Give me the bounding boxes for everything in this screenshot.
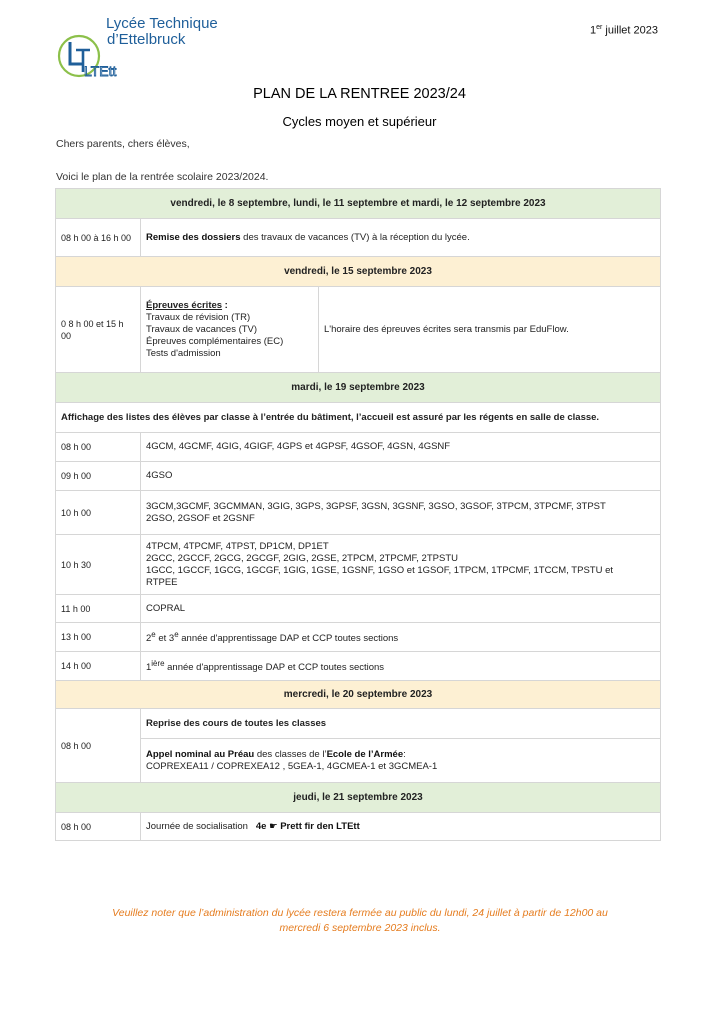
list-item: Épreuves complémentaires (EC): [146, 335, 284, 347]
table-row: [56, 287, 661, 373]
school-name-line1: Lycée Technique: [106, 15, 218, 32]
classes-cell: COPRAL: [141, 595, 661, 623]
table-row: [56, 623, 661, 652]
classes-line: 2GCC, 2GCCF, 2GCG, 2GCGF, 2GIG, 2GSE, 2TPCM, 2TPCMF, 2TPSTU: [146, 552, 458, 564]
table-row: [56, 595, 661, 623]
time-cell: 09 h 00: [56, 462, 141, 491]
event-bold: 4e ☛ Prett fir den LTEtt: [255, 820, 360, 832]
time-cell: 10 h 00: [56, 491, 141, 535]
event-bold: Remise des dossiers: [146, 231, 241, 243]
list-item: Travaux de révision (TR): [146, 311, 251, 323]
date-superscript: er: [596, 24, 603, 31]
classes-line: 1GCC, 1GCCF, 1GCG, 1GCGF, 1GIG, 1GSE, 1GSNF, 1GSO et 1GSOF, 1TPCM, 1TPCMF, 1TCCM, TPSTU et: [146, 564, 614, 576]
classes-cell: $1^{ière}$ année d'apprentissage DAP et CCP toutes sections: [141, 652, 661, 681]
day-header-label: mercredi, le 20 septembre 2023: [56, 681, 661, 709]
army-call: Appel nominal au Préau des classes de l’Ecole de l’Armée:: [146, 748, 406, 760]
day-header: [56, 257, 661, 287]
table-row: [56, 462, 661, 491]
notice-text: Affichage des listes des élèves par classe à l’entrée du bâtiment, l’accueil est assuré par les régents en salle de classe.: [56, 403, 661, 433]
exam-heading: [146, 300, 313, 312]
table-row: [56, 491, 661, 535]
time-cell: 08 h 00 à 16 h 00: [56, 219, 141, 257]
date-day: 1: [589, 24, 597, 37]
classes-line: 2GSO, 2GSOF et 2GSNF: [146, 512, 255, 524]
closure-notice: [70, 906, 650, 936]
classes-cell: 4GCM, 4GCMF, 4GIG, 4GIGF, 4GPS et 4GPSF, 4GSOF, 4GSN, 4GSNF: [141, 433, 661, 462]
page-title: PLAN DE LA RENTREE 2023/24: [253, 86, 466, 102]
intro-text: Voici le plan de la rentrée scolaire 2023/2024.: [56, 171, 269, 183]
exam-heading-label: Épreuves écrites: [146, 299, 223, 311]
day-header-label: jeudi, le 21 septembre 2023: [56, 783, 661, 813]
time-cell: 11 h 00: [56, 595, 141, 623]
table-row: [56, 219, 661, 257]
table-row: [56, 433, 661, 462]
notice-row: [56, 403, 661, 433]
greeting: Chers parents, chers élèves,: [56, 138, 190, 150]
date-rest: juillet 2023: [605, 24, 658, 37]
school-logo: [56, 16, 236, 86]
document-date: [590, 24, 658, 37]
table-row: [56, 652, 661, 681]
page-subtitle: Cycles moyen et supérieur: [282, 114, 437, 129]
event-cell: Reprise des cours de toutes les classes: [141, 709, 661, 739]
classes-line: 3GCM,3GCMF, 3GCMMAN, 3GIG, 3GPS, 3GPSF, 3GSN, 3GSNF, 3GSO, 3GSOF, 3TPCM, 3TPCMF, 3TPST: [146, 500, 606, 512]
time-cell: 0 8 h 00 et 15 h 00: [56, 287, 141, 373]
table-row: [56, 709, 661, 739]
event-cell: [141, 219, 661, 257]
classes-cell: [141, 491, 661, 535]
day-header-label: vendredi, le 8 septembre, lundi, le 11 septembre et mardi, le 12 septembre 2023: [56, 189, 661, 219]
note-cell: L'horaire des épreuves écrites sera transmis par EduFlow.: [319, 287, 661, 373]
day-header: [56, 189, 661, 219]
time-cell: 13 h 00: [56, 623, 141, 652]
time-cell: 08 h 00: [56, 433, 141, 462]
svg-text:LTEtt: LTEtt: [84, 63, 117, 79]
day-header-label: mardi, le 19 septembre 2023: [56, 373, 661, 403]
closure-notice-line1: Veuillez noter que l’administration du lycée restera fermée au public du lundi, 24 juillet à partir de 12h00 au: [112, 907, 608, 919]
event-cell: [141, 739, 661, 783]
schedule-table: [55, 188, 661, 841]
table-row: [56, 535, 661, 595]
day-header: [56, 373, 661, 403]
classes-cell: 2e et 3e année d'apprentissage DAP et CCP toutes sections: [141, 623, 661, 652]
classes-line: 4TPCM, 4TPCMF, 4TPST, DP1CM, DP1ET: [146, 540, 329, 552]
exam-heading-colon: :: [222, 299, 228, 311]
classes-line: RTPEE: [146, 576, 178, 588]
day-header: [56, 681, 661, 709]
event-text: des travaux de vacances (TV) à la réception du lycée.: [240, 231, 470, 243]
day-header-label: vendredi, le 15 septembre 2023: [56, 257, 661, 287]
time-cell: 08 h 00: [56, 709, 141, 783]
event-text: Journée de socialisation: [146, 820, 248, 832]
table-row: [56, 739, 661, 783]
day-header: [56, 783, 661, 813]
list-item: Tests d'admission: [146, 347, 221, 359]
classes-cell: [141, 535, 661, 595]
closure-notice-line2: mercredi 6 septembre 2023 inclus.: [279, 922, 441, 934]
event-cell: [141, 813, 661, 841]
army-classes: COPREXEA11 / COPREXEA12 , 5GEA-1, 4GCMEA-1 et 3GCMEA-1: [146, 760, 438, 772]
school-name-line2: d’Ettelbruck: [107, 31, 186, 48]
list-item: Travaux de vacances (TV): [146, 323, 258, 335]
event-cell: [141, 287, 319, 373]
classes-cell: 4GSO: [141, 462, 661, 491]
table-row: [56, 813, 661, 841]
time-cell: 14 h 00: [56, 652, 141, 681]
time-cell: 10 h 30: [56, 535, 141, 595]
school-name: [106, 16, 218, 48]
time-cell: 08 h 00: [56, 813, 141, 841]
